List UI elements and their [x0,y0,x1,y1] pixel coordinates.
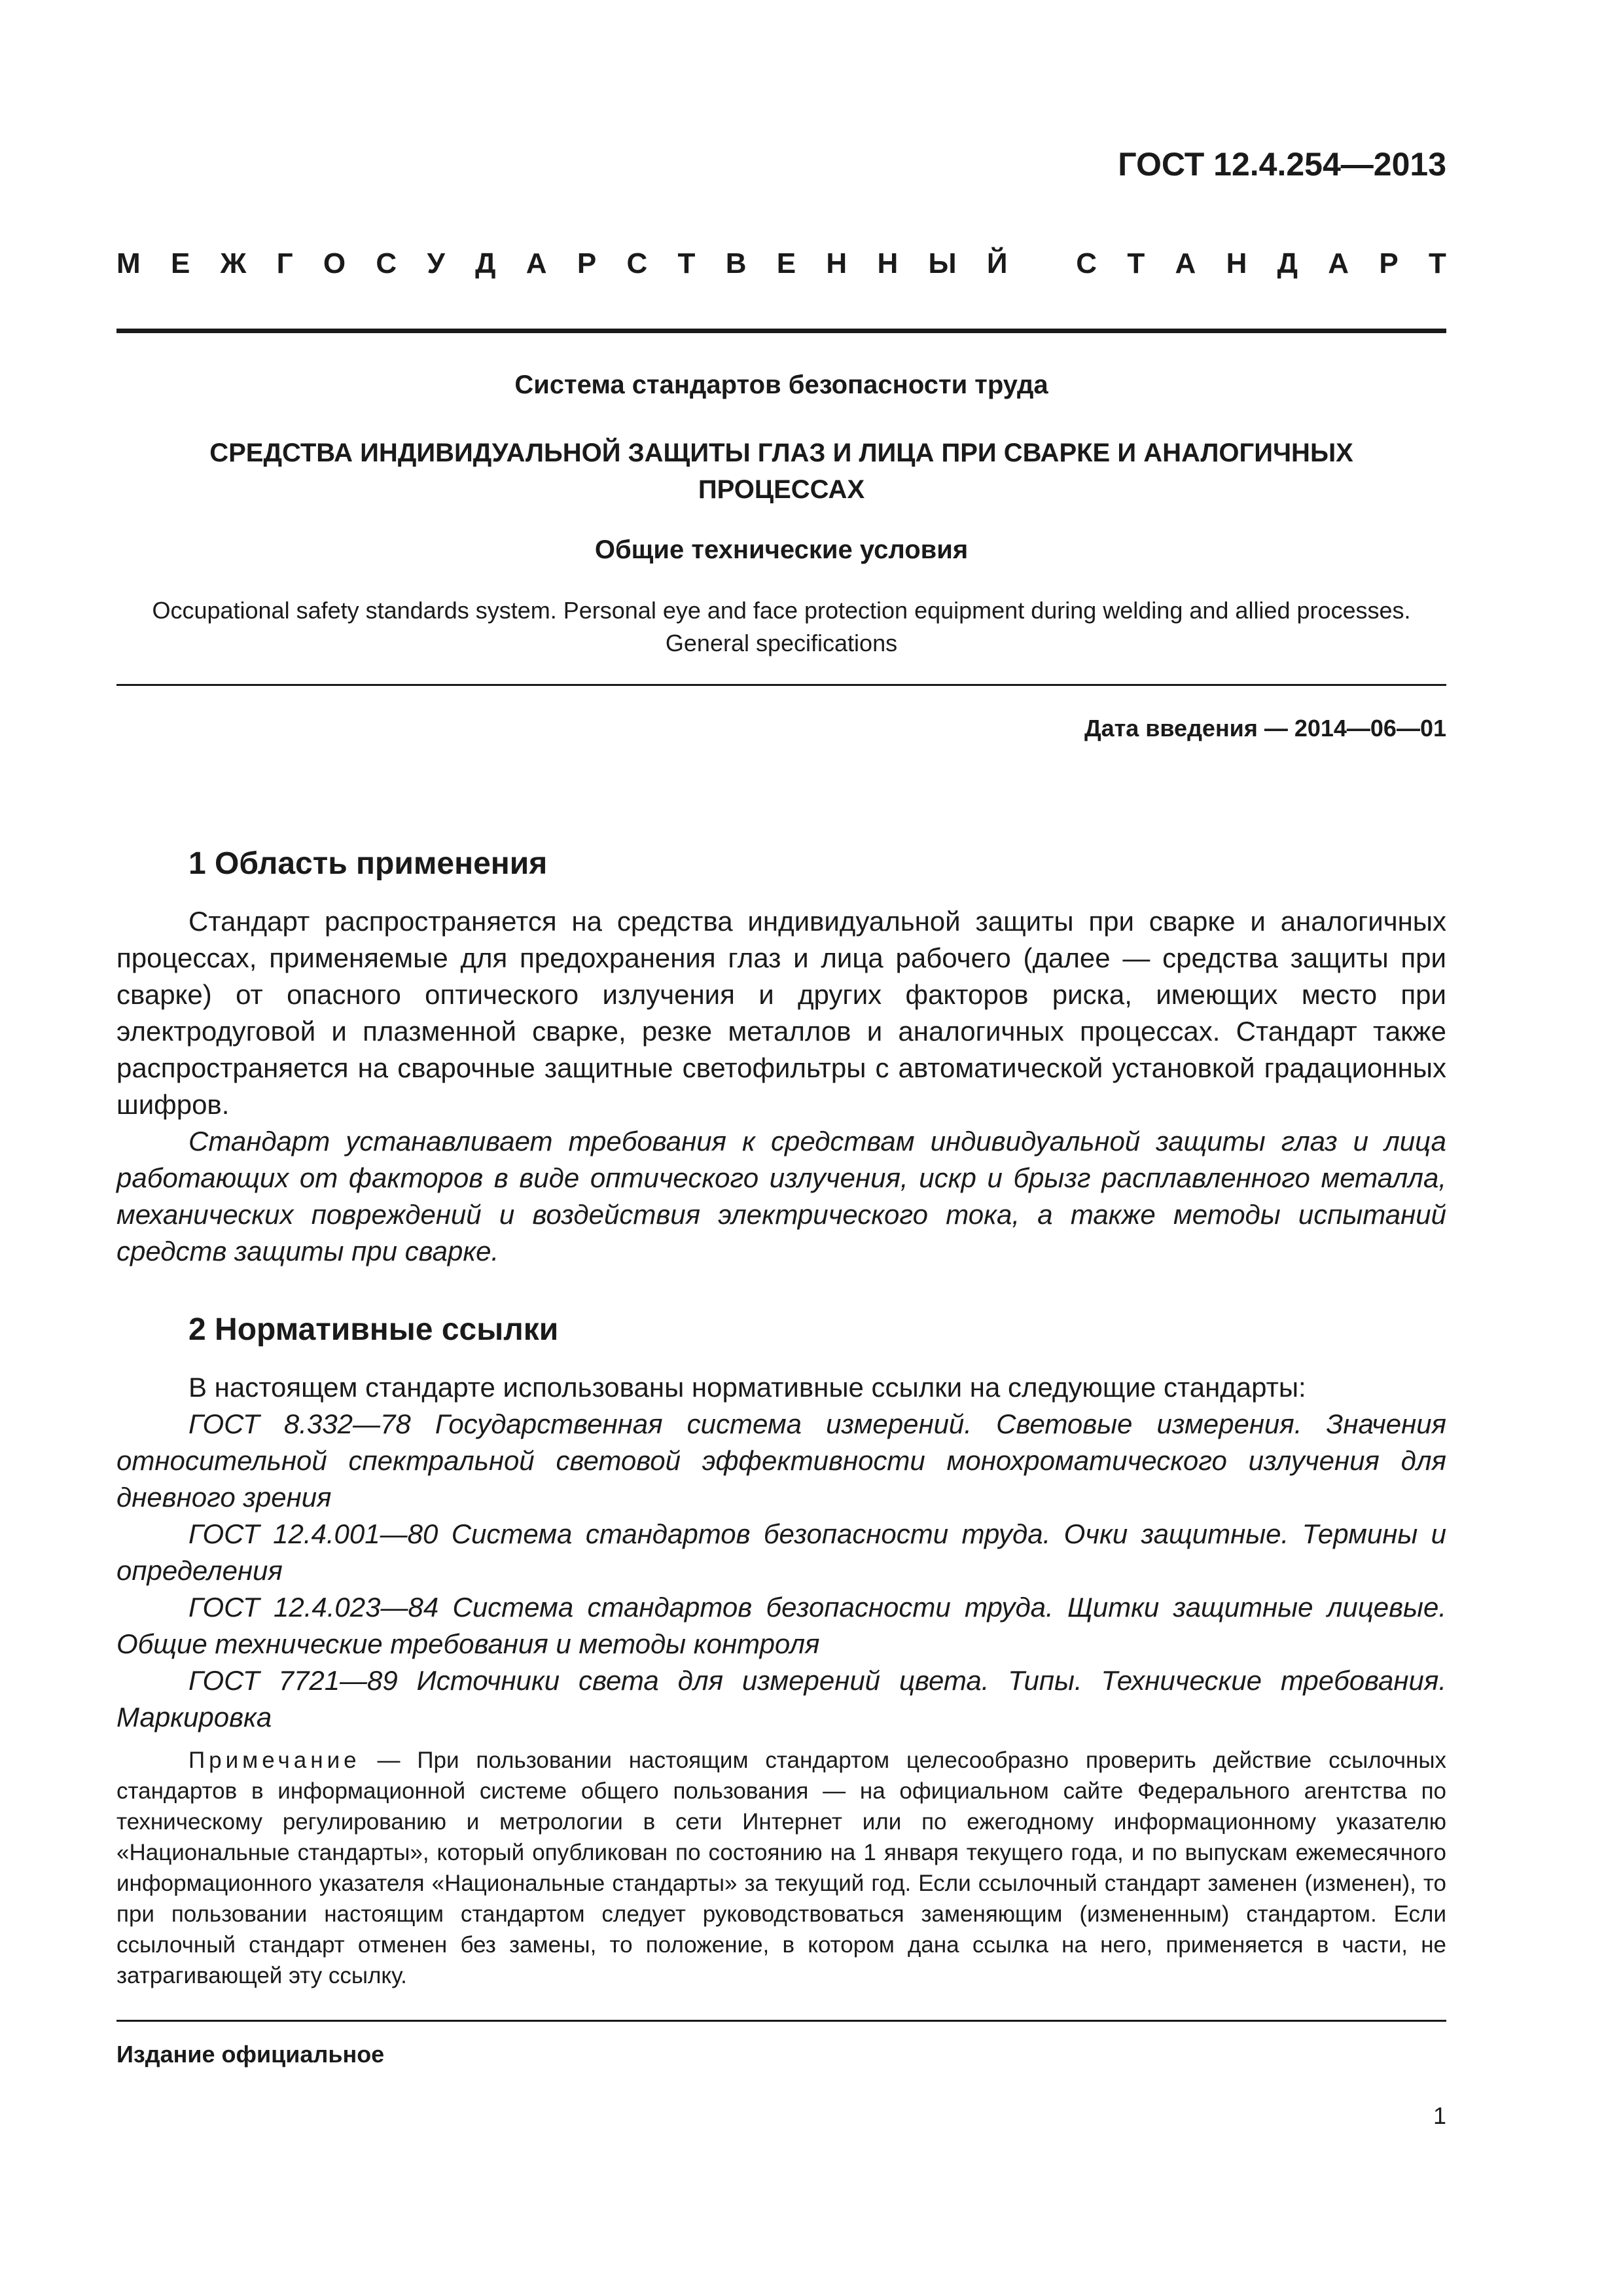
interstate-letter: Ж [220,247,247,279]
note [116,1745,1446,1991]
interstate-letter: В [725,247,747,279]
section-2-heading: 2 Нормативные ссылки [188,1312,559,1347]
interstate-letter: А [1328,247,1349,279]
interstate-letter: Е [776,247,796,279]
section-2-intro: В настоящем стандарте использованы нормативные ссылки на следующие стандарты: [188,1372,1306,1403]
section-1-paragraph-1: Стандарт распространяется на средства индивидуальной защиты при сварке и аналогичных процессах, применяемые для предохранения глаз и лица рабочего (далее — средства защиты при сварке) от опасного оптического излучения и других факторов риска, имеющих место при электродуговой и плазменной сварке, резке металлов и аналогичных процессах. Стандарт также распространяется на сварочные защитные светофильтры с автоматической установкой градационных шифров. [116,906,1446,1120]
interstate-letter: А [1175,247,1196,279]
note-label: Примечание [188,1748,361,1773]
reference-item: ГОСТ 7721—89 Источники света для измерений цвета. Типы. Технические требования. Маркировка [116,1665,1446,1732]
page-number: 1 [1433,2102,1446,2129]
title-rule [116,684,1446,686]
interstate-letter: Д [475,247,496,279]
document-body [116,844,1446,1991]
interstate-standard-heading [116,247,1446,280]
section-1-paragraph-2: Стандарт устанавливает требования к средствам индивидуальной защиты глаз и лица работающих от факторов в виде оптического излучения, искр и брызг расплавленного металла, механических повреждений и воздействия электрического тока, а также методы испытаний средств защиты при сварке. [116,1126,1446,1266]
interstate-letter: О [323,247,346,279]
document-number: ГОСТ 12.4.254—2013 [1118,146,1446,183]
interstate-letter: У [427,247,445,279]
interstate-letter: Д [1277,247,1298,279]
interstate-letter: Н [826,247,847,279]
interstate-letter: А [526,247,547,279]
main-title [116,435,1446,508]
interstate-letter: Р [1379,247,1399,279]
interstate-letter: Н [877,247,899,279]
interstate-letter: М [116,247,141,279]
interstate-letter: Т [1429,247,1446,279]
interstate-letter: Е [170,247,190,279]
english-title-line-2: General specifications [665,630,898,656]
introduction-date: Дата введения — 2014—06—01 [1084,715,1446,742]
reference-item: ГОСТ 12.4.001—80 Система стандартов безопасности труда. Очки защитные. Термины и определения [116,1518,1446,1586]
interstate-letter: Ы [928,247,957,279]
main-title-line-2: ПРОЦЕССАХ [698,475,865,504]
series-title: Система стандартов безопасности труда [514,370,1048,399]
note-text: — При пользовании настоящим стандартом целесообразно проверить действие ссылочных стандартов в информационной системе общего пользования — на официальном сайте Федерального агентства по техническому регулированию и метрологии в сети Интернет или по ежегодному информационному указателю «Национальные стандарты», который опубликован по состоянию на 1 января текущего года, и по выпускам ежемесячного информационного указателя «Национальные стандарты» за текущий год. Если ссылочный стандарт заменен (изменен), то при пользовании настоящим стандартом следует руководствоваться заменяющим (измененным) стандартом. Если ссылочный стандарт отменен без замены, то положение, в котором дана ссылка на него, применяется в части, не затрагивающей эту ссылку. [116,1748,1446,1988]
interstate-letter [1038,247,1046,280]
interstate-letter: Й [986,247,1008,279]
interstate-letter: Т [677,247,696,279]
interstate-letter: Н [1226,247,1247,279]
footer-rule [116,2020,1446,2022]
subtitle: Общие технические условия [594,535,969,564]
interstate-letter: С [626,247,648,279]
interstate-letter: Т [1127,247,1145,279]
official-edition-label: Издание официальное [116,2041,385,2068]
english-title [116,594,1446,660]
section-1-heading: 1 Область применения [188,846,548,881]
english-title-line-1: Occupational safety standards system. Personal eye and face protection equipment during welding and allied processes. [152,597,1411,624]
main-title-line-1: СРЕДСТВА ИНДИВИДУАЛЬНОЙ ЗАЩИТЫ ГЛАЗ И ЛИЦА ПРИ СВАРКЕ И АНАЛОГИЧНЫХ [209,439,1353,467]
header-rule [116,329,1446,333]
interstate-letter: С [376,247,397,279]
interstate-letter: Г [276,247,293,279]
interstate-letter: Р [577,247,597,279]
reference-item: ГОСТ 12.4.023—84 Система стандартов безопасности труда. Щитки защитные лицевые. Общие технические требования и методы контроля [116,1592,1446,1659]
interstate-letter: С [1076,247,1097,279]
reference-item: ГОСТ 8.332—78 Государственная система измерений. Световые измерения. Значения относительной спектральной световой эффективности монохроматического излучения для дневного зрения [116,1408,1446,1513]
